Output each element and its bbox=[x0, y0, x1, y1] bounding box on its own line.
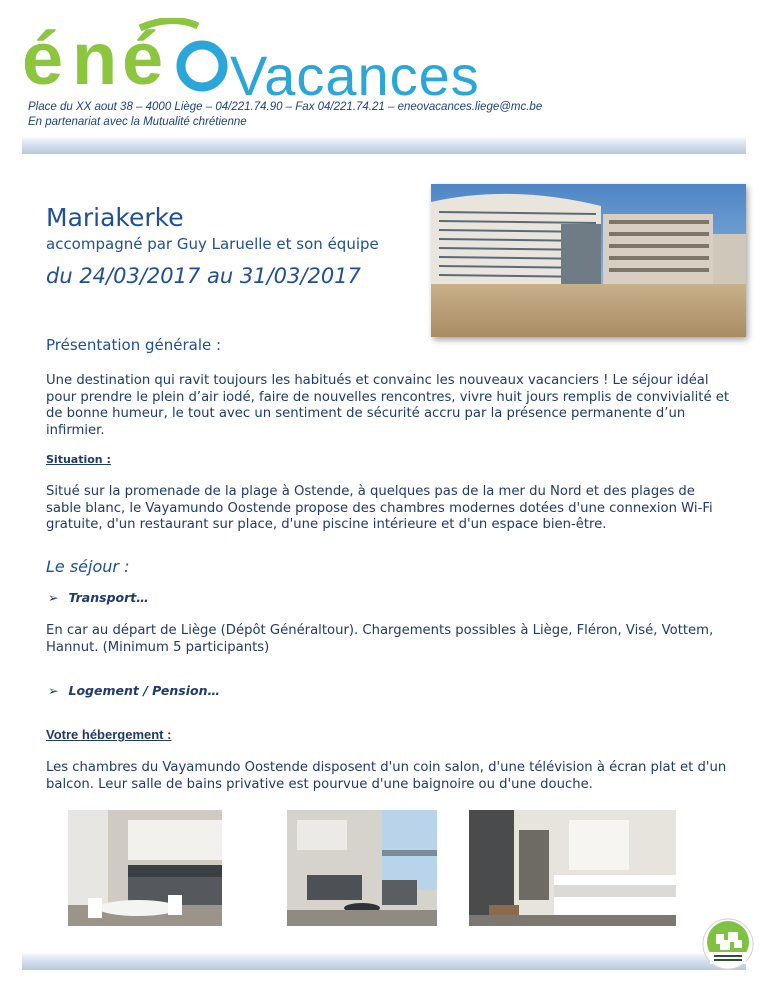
eneo-logo bbox=[22, 18, 542, 107]
trip-dates: du 24/03/2017 au 31/03/2017 bbox=[46, 264, 361, 288]
arrow-bullet-icon: ➢ bbox=[48, 683, 59, 698]
transport-bullet bbox=[48, 590, 149, 605]
transport-text: En car au départ de Liège (Dépôt Généraltour). Chargements possibles à Liège, Fléron, Visé, Vottem, Hannut. (Minimum 5 participants) bbox=[46, 623, 714, 655]
contact-line: Place du XX aout 38 – 4000 Liège – 04/221.74.90 – Fax 04/221.74.21 – eneovacances.liege@mc.be bbox=[28, 101, 543, 113]
eneo-logo-mark bbox=[22, 18, 232, 98]
svg-text:é: é bbox=[22, 18, 64, 98]
situation-heading: Situation : bbox=[46, 453, 111, 466]
logement-bullet bbox=[48, 683, 220, 698]
presentation-heading: Présentation générale : bbox=[46, 336, 222, 354]
contact-info bbox=[28, 100, 542, 130]
brand-word: Vacances bbox=[230, 44, 480, 107]
room-photo-kitchen bbox=[68, 810, 222, 926]
hebergement-heading: Votre hébergement : bbox=[46, 727, 172, 742]
destination-title: Mariakerke bbox=[46, 203, 184, 232]
guide-subtitle: accompagné par Guy Laruelle et son équipe bbox=[46, 235, 379, 253]
sejour-heading: Le séjour : bbox=[46, 557, 130, 576]
svg-text:é: é bbox=[122, 18, 164, 98]
logement-label: Logement / Pension… bbox=[68, 683, 221, 698]
partner-line: En partenariat avec la Mutualité chrétienne bbox=[28, 116, 247, 128]
hebergement-text: Les chambres du Vayamundo Oostende disposent d'un coin salon, d'une télévision à écran plat et d'un balcon. Leur salle de bains privative est pourvue d'une baignoire ou d'une douche. bbox=[46, 760, 727, 792]
arrow-bullet-icon: ➢ bbox=[48, 590, 59, 605]
hotel-photo bbox=[431, 184, 746, 337]
transport-label: Transport… bbox=[68, 590, 149, 605]
svg-text:n: n bbox=[72, 18, 118, 98]
mutualite-chretienne-logo bbox=[702, 918, 754, 970]
presentation-text: Une destination qui ravit toujours les habitués et convainc les nouveaux vacanciers ! Le séjour idéal pour prendre le plein d’air iodé, faire de nouvelles rencontres, vivre huit jours remplis de convivialité et de bonne humeur, le tout avec un sentiment de sécurité accru par la présence permanente d’un infirmier. bbox=[46, 373, 730, 438]
room-photo-bedroom bbox=[469, 810, 676, 926]
situation-text: Situé sur la promenade de la plage à Ostende, à quelques pas de la mer du Nord et des plages de sable blanc, le Vayamundo Oostende propose des chambres modernes dotées d'une connexion Wi-Fi gratuite, d'un restaurant sur place, d'une piscine intérieure et d'un espace bien-être. bbox=[46, 484, 713, 532]
footer-divider bbox=[22, 952, 746, 970]
header-divider bbox=[22, 136, 746, 154]
room-photo-living bbox=[287, 810, 437, 926]
